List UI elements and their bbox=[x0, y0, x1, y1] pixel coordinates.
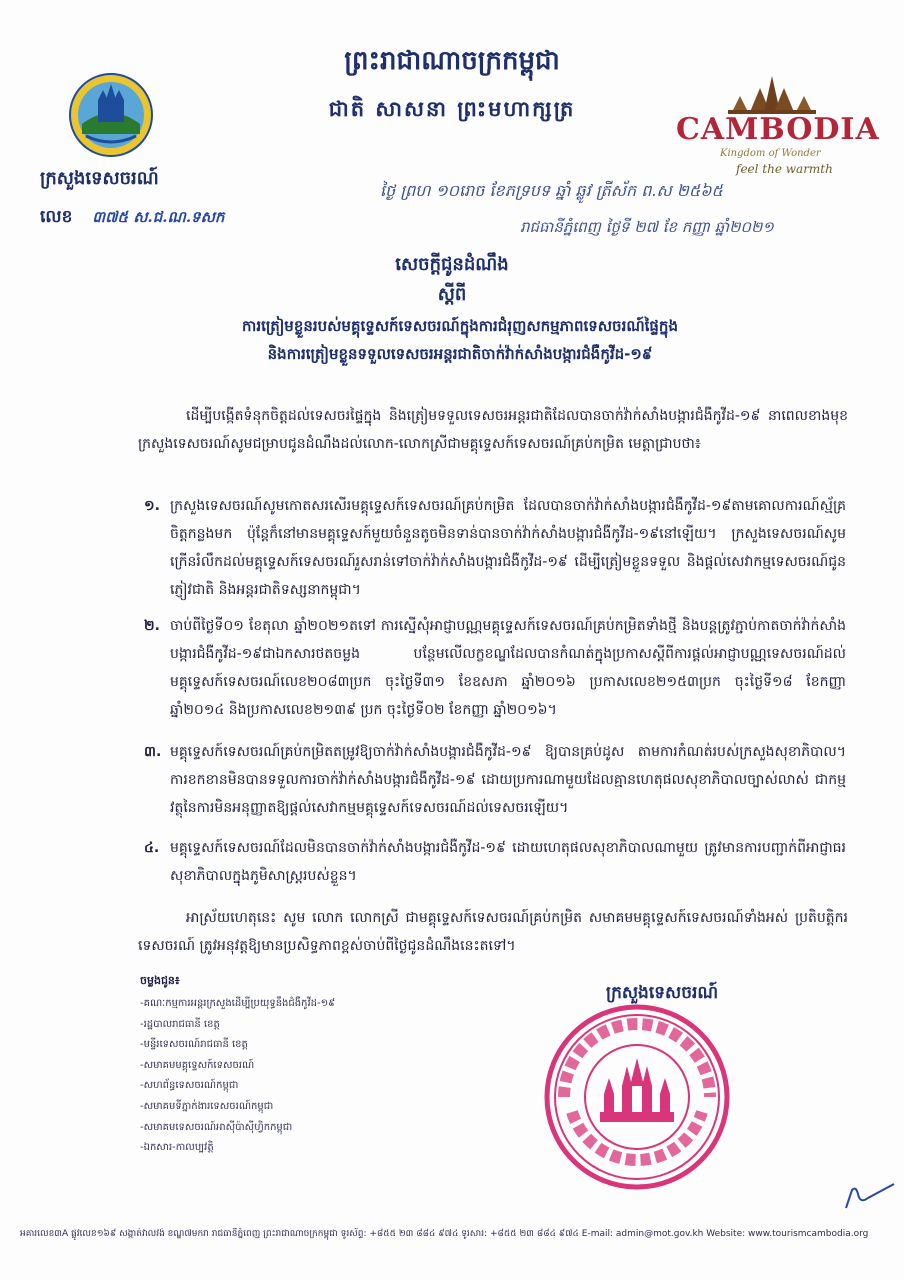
official-seal-icon bbox=[542, 1002, 732, 1192]
cc-item: -សហព័ន្ធទេសចរណ៍កម្ពុជា bbox=[140, 1080, 239, 1092]
item-text: មគ្គុទ្ទេសក៍ទេសចរណ៍ដែលមិនបានចាក់វ៉ាក់សាំងបង្ការជំងឺកូវីដ-១៩ ដោយហេតុផលសុខាភិបាលណាមួយ ត្រូវមានការបញ្ជាក់ពីអាជ្ញាធរសុខាភិបាលក្នុងភូមិសាស្ត្ររបស់ខ្លួន។ bbox=[170, 840, 846, 884]
list-item bbox=[144, 738, 846, 822]
item-text: មគ្គុទ្ទេសក៍ទេសចរណ៍គ្រប់កម្រិតតម្រូវឱ្យចាក់វ៉ាក់សាំងបង្ការជំងឺកូវីដ-១៩ ឱ្យបានគ្រប់ដូស តាមការកំណត់របស់ក្រសួងសុខាភិបាល។ ការខកខានមិនបានទទួលការចាក់វ៉ាក់សាំងបង្ការជំងឺកូវីដ-១៩ ដោយប្រការណាមួយដែលគ្មានហេតុផលសុខាភិបាលច្បាស់លាស់ ជាកម្មវត្ថុនៃការមិនអនុញ្ញាតឱ្យផ្តល់សេវាកម្មមគ្គុទ្ទេសក៍ទេសចរណ៍ដល់ទេសចរឡើយ។ bbox=[170, 744, 846, 816]
brand-tagline: Kingdom of Wonder bbox=[720, 148, 821, 159]
intro-paragraph: ដើម្បីបង្កើតទំនុកចិត្តដល់ទេសចរផ្ទៃក្នុង និងត្រៀមទទួលទេសចរអន្តរជាតិដែលបានចាក់វ៉ាក់សាំងបង្ការជំងឺកូវីដ-១៩ នាពេលខាងមុខ ក្រសួងទេសចរណ៍សូមជម្រាបជូនដំណឹងដល់លោក-លោកស្រីជាមគ្គុទ្ទេសក៍ទេសចរណ៍គ្រប់កម្រិត មេត្តាជ្រាបថា៖ bbox=[138, 408, 848, 452]
lunar-date: ថ្ងៃ ព្រហ ១០រោច ខែភទ្របទ ឆ្នាំ ឆ្លូវ ត្រីស័ក ព.ស ២៥៦៥ bbox=[380, 181, 723, 200]
cc-item: -សមាគមទេសចរណ៍អាស៊ីប៉ាស៊ីហ្វិកកម្ពុជា bbox=[140, 1121, 293, 1133]
national-motto: ជាតិ សាសនា ព្រះមហាក្សត្រ bbox=[328, 97, 576, 121]
closing-paragraph: អាស្រ័យហេតុនេះ សូម លោក លោកស្រី ជាមគ្គុទ្ទេសក៍ទេសចរណ៍គ្រប់កម្រិត សមាគមមគ្គុទ្ទេសក៍ទេសចរណ៍ទាំងអស់ ប្រតិបត្តិករទេសចរណ៍ ត្រូវអនុវត្តឱ្យមានប្រសិទ្ធភាពខ្ពស់ចាប់ពីថ្ងៃជូនដំណឹងនេះតទៅ។ bbox=[138, 910, 848, 954]
number-label: លេខ bbox=[40, 207, 73, 227]
cc-item: -មន្ទីរទេសចរណ៍រាជធានី ខេត្ត bbox=[140, 1039, 248, 1051]
notice-subject bbox=[150, 312, 770, 368]
notice-re: ស្តីពី bbox=[437, 284, 467, 305]
brand-slogan: feel the warmth bbox=[736, 162, 833, 176]
solar-date: រាជធានីភ្នំពេញ ថ្ងៃទី ២៧ ខែ កញ្ញា ឆ្នាំ២០២១ bbox=[520, 218, 774, 236]
ministry-name: ក្រសួងទេសចរណ៍ bbox=[40, 168, 159, 189]
footer-contact: អគារលេខ៣A ផ្លូវលេខ១៦៩ សង្កាត់វាលវង់ ខណ្ឌ៧មករា រាជធានីភ្នំពេញ ព្រះរាជាណាចក្រកម្ពុជា ទូរស័ព្ទ: +៨៥៥ ២៣ ៨៨៤ ៩៧៤ ទូរសារ: +៨៥៥ ២៣ ៨៨៤ ៩៧៤ E-mail: admin@mot.gov.kh Website: www.tourismcambodia.org bbox=[20, 1229, 869, 1239]
kingdom-title: ព្រះរាជាណាចក្រកម្ពុជា bbox=[344, 46, 560, 76]
reference-number bbox=[40, 206, 224, 231]
item-number: ១. bbox=[144, 498, 160, 514]
subject-line: និងការត្រៀមខ្លួនទទួលទេសចរអន្តរជាតិចាក់វ៉ាក់សាំងបង្ការជំងឺកូវីដ-១៩ bbox=[267, 345, 653, 363]
notice-title: សេចក្តីជូនដំណឹង bbox=[395, 254, 509, 275]
item-text: ចាប់ពីថ្ងៃទី០១ ខែតុលា ឆ្នាំ២០២១តទៅ ការស្នើសុំអាជ្ញាបណ្ណមគ្គុទ្ទេសក៍ទេសចរណ៍គ្រប់កម្រិតទាំងថ្មី និងបន្តត្រូវភ្ជាប់កាតចាក់វ៉ាក់សាំងបង្ការជំងឺកូវីដ-១៩ជាឯកសារថតចម្លង បន្ថែមលើលក្ខខណ្ឌដែលបានកំណត់ក្នុងប្រកាសស្តីពីការផ្តល់អាជ្ញាបណ្ណទេសចរណ៍ដល់មគ្គុទ្ទេសក៍ទេសចរណ៍លេខ២០៨៣ប្រក ចុះថ្ងៃទី៣១ ខែឧសភា ឆ្នាំ២០១៦ ប្រកាសលេខ២១៥៣ប្រក ចុះថ្ងៃទី១៨ ខែកញ្ញា ឆ្នាំ២០១៤ និងប្រកាសលេខ២១៣៩ ប្រក ចុះថ្ងៃទី០២ ខែកញ្ញា ឆ្នាំ២០១៦។ bbox=[170, 618, 846, 718]
cc-item: -សមាគមមគ្គុទ្ទេសក៍ទេសចរណ៍ bbox=[140, 1059, 255, 1071]
cc-title: ចម្លងជូន៖ bbox=[140, 974, 180, 987]
item-number: ៣. bbox=[144, 744, 162, 760]
angkor-icon bbox=[722, 74, 822, 114]
list-item bbox=[144, 834, 846, 890]
item-number: ៤. bbox=[144, 840, 160, 856]
signature-ministry: ក្រសួងទេសចរណ៍ bbox=[606, 983, 719, 1003]
item-text: ក្រសួងទេសចរណ៍សូមកោតសរសើរមគ្គុទ្ទេសក៍ទេសចរណ៍គ្រប់កម្រិត ដែលបានចាក់វ៉ាក់សាំងបង្ការជំងឺកូវីដ-១៩តាមគោលការណ៍ស្ម័គ្រចិត្តកន្លងមក ប៉ុន្តែក៏នៅមានមគ្គុទ្ទេសក៍មួយចំនួនតូចមិនទាន់បានចាក់វ៉ាក់សាំងបង្ការជំងឺកូវីដ-១៩នៅឡើយ។ ក្រសួងទេសចរណ៍សូមក្រើនរំលឹកដល់មគ្គុទ្ទេសក៍ទេសចរណ៍រួសរាន់ទៅចាក់វ៉ាក់សាំងបង្ការជំងឺកូវីដ-១៩ ដើម្បីត្រៀមខ្លួនទទួល និងផ្តល់សេវាកម្មទេសចរណ៍ជូនភ្ញៀវជាតិ និងអន្តរជាតិទស្សនាកម្ពុជា។ bbox=[170, 498, 846, 598]
cc-item: -ឯកសារ-កាលប្បវត្តិ bbox=[140, 1142, 214, 1154]
subject-line: ការត្រៀមខ្លួនរបស់មគ្គុទ្ទេសក៍ទេសចរណ៍ក្នុងការជំរុញសកម្មភាពទេសចរណ៍ផ្ទៃក្នុង bbox=[242, 317, 678, 335]
ministry-logo bbox=[68, 72, 154, 158]
cc-item: -សមាគមទីភ្នាក់ងារទេសចរណ៍កម្ពុជា bbox=[140, 1100, 274, 1112]
list-item bbox=[144, 492, 846, 604]
cc-list bbox=[140, 994, 335, 1159]
item-number: ២. bbox=[144, 618, 160, 634]
signature-mark-icon bbox=[838, 1178, 898, 1218]
brand-name: CAMBODIA bbox=[676, 112, 880, 147]
list-item bbox=[144, 612, 846, 724]
cc-item: -គណៈកម្មការអន្តរក្រសួងដើម្បីប្រយុទ្ធនឹងជំងឺកូវីដ-១៩ bbox=[140, 998, 336, 1009]
number-value: ៣៧៥ ស.ជ.ណ.ទសក bbox=[92, 208, 225, 226]
cc-item: -រដ្ឋបាលរាជធានី ខេត្ត bbox=[140, 1018, 220, 1030]
